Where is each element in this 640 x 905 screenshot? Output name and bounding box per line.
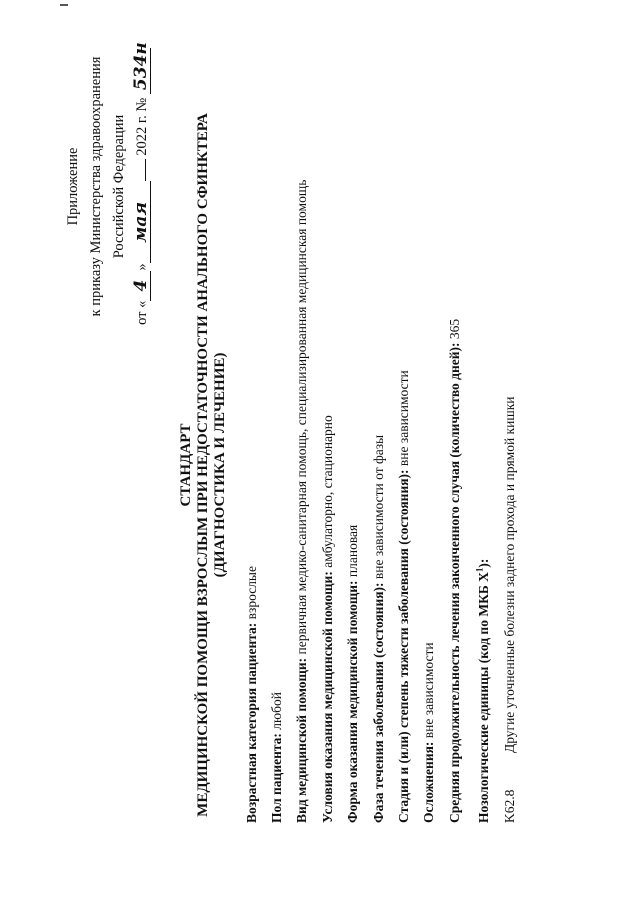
standard-title [178, 85, 229, 845]
date-underline [144, 159, 146, 181]
field-complications: Осложнения: вне зависимости [421, 642, 436, 823]
field-care-type: Вид медицинской помощи: первичная медико-санитарная помощь, специализированная медицинская помощь [294, 179, 309, 823]
date-day: 4 [132, 271, 151, 301]
field-treatment-duration: Средняя продолжительность лечения законченного случая (количество дней): 365 [447, 318, 462, 823]
date-month: мая [132, 181, 151, 263]
order-number: 534н [132, 48, 151, 94]
field-disease-stage: Стадия и (или) степень тяжести заболевания (состояния): вне зависимости [396, 370, 411, 823]
appendix-order-ref: к приказу Министерства здравоохранения [88, 56, 104, 317]
appendix-federation: Российской Федерации [111, 114, 127, 259]
title-line-3: (ДИАГНОСТИКА И ЛЕЧЕНИЕ) [212, 352, 228, 578]
field-sex: Пол пациента: любой [269, 692, 284, 823]
field-care-conditions: Условия оказания медицинской помощи: амбулаторно, стационарно [320, 415, 335, 823]
field-nosology-units: Нозологические единицы (код по МКБ $X^1$): [474, 558, 491, 823]
icd-description: Другие уточненные болезни заднего прохода и прямой кишки [502, 396, 517, 753]
order-date [131, 14, 154, 359]
field-care-form: Форма оказания медицинской помощи: плановая [345, 524, 360, 823]
title-line-2: МЕДИЦИНСКОЙ ПОМОЩИ ВЗРОСЛЫМ ПРИ НЕДОСТАТОЧНОСТИ АНАЛЬНОГО СФИНКТЕРА [195, 113, 211, 817]
date-mid: » [134, 263, 150, 271]
icd-code-row [502, 396, 518, 823]
date-prefix: от « [134, 300, 150, 325]
date-year: 2022 г. № [134, 97, 150, 156]
title-line-1: СТАНДАРТ [178, 423, 194, 507]
field-disease-phase: Фаза течения заболевания (состояния): вне зависимости от фазы [371, 434, 386, 823]
appendix-block [62, 14, 154, 359]
appendix-heading: Приложение [65, 147, 81, 226]
field-age-category: Возрастная категория пациента: взрослые [244, 566, 259, 823]
icd-code: K62.8 [502, 789, 517, 823]
